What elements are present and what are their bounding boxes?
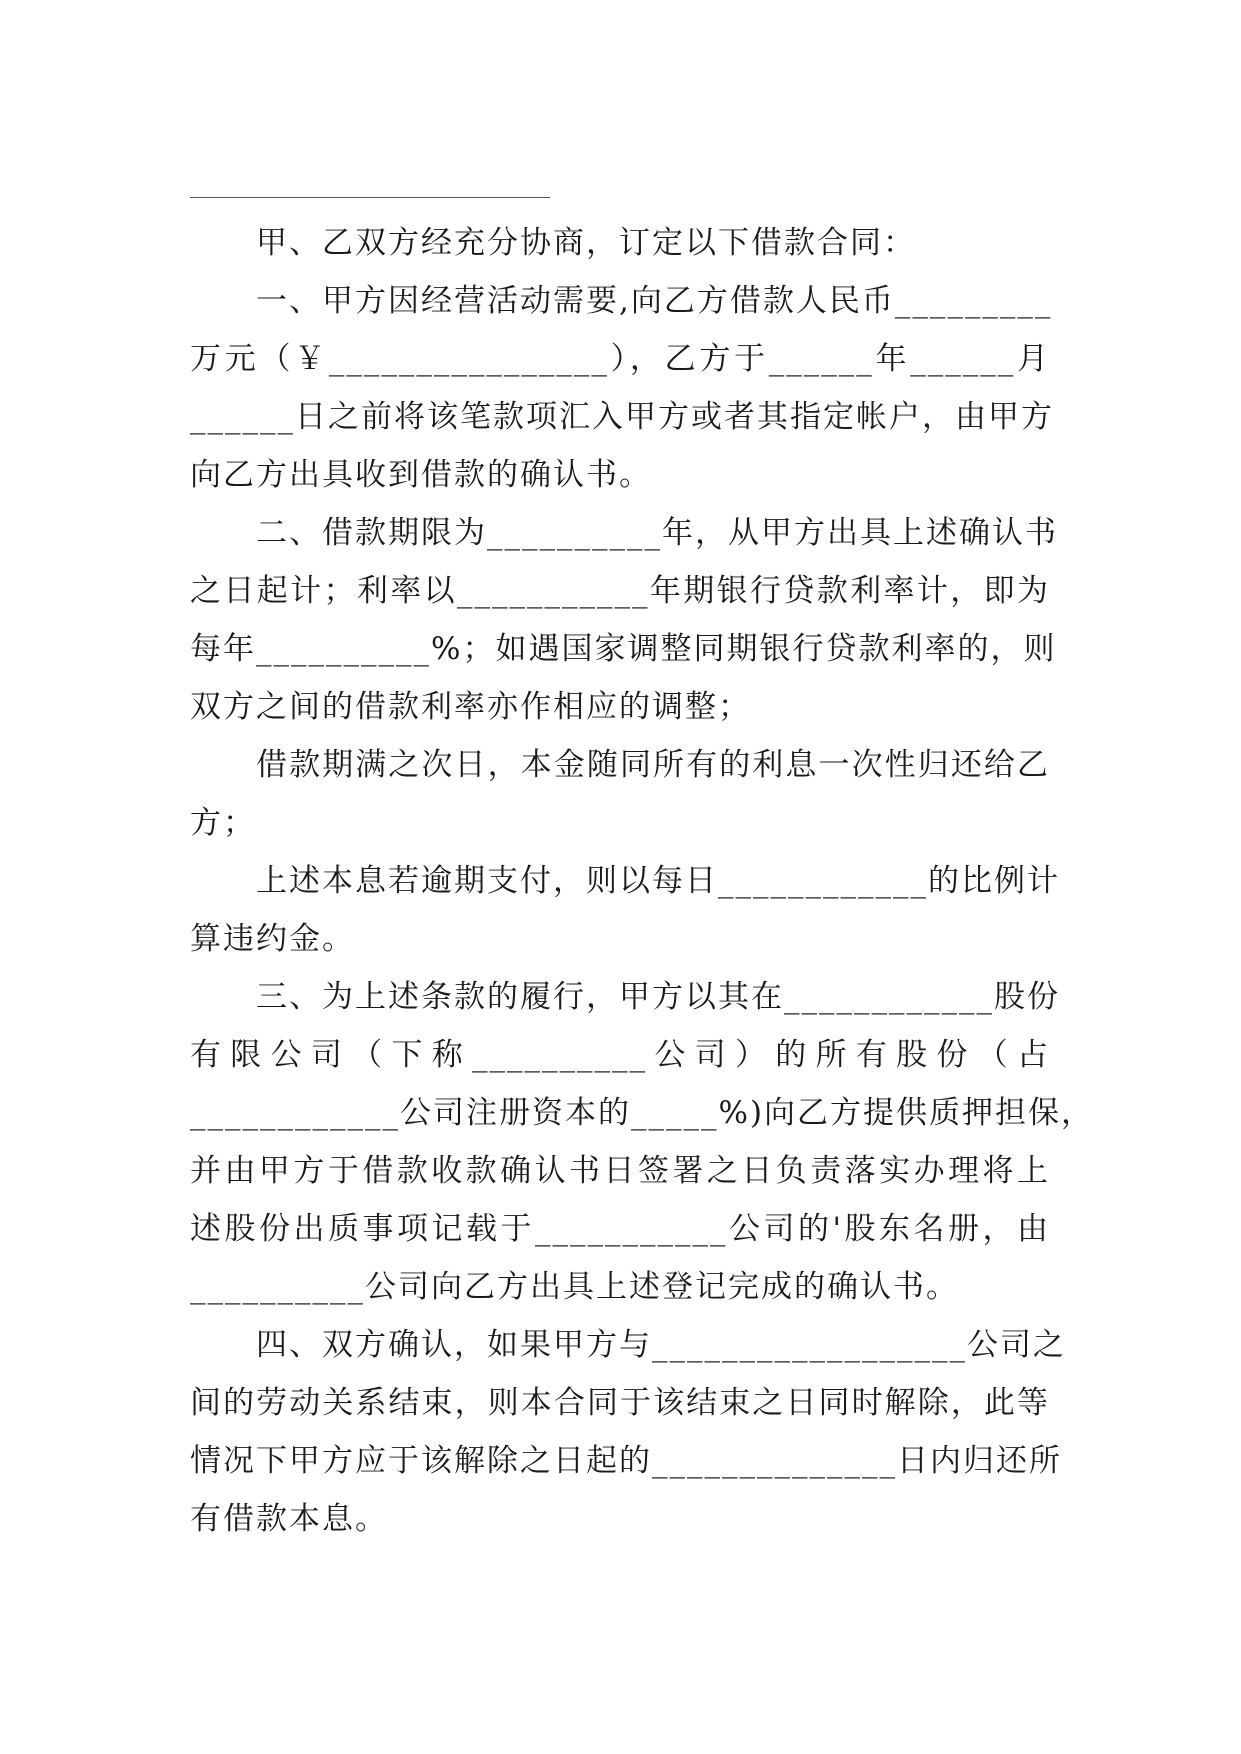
line-18: 述股份出质事项记载于___________公司的'股东名册，由	[190, 1211, 1050, 1247]
line-21: 间的劳动关系结束，则本合同于该结束之日同时解除，此等	[190, 1385, 1050, 1421]
line-23: 有借款本息。	[190, 1501, 388, 1537]
line-11: 方；	[190, 805, 256, 841]
line-4: ______日之前将该笔款项汇入甲方或者其指定帐户，由甲方	[190, 399, 1054, 435]
line-9: 双方之间的借款利率亦作相应的调整；	[190, 689, 751, 725]
line-13: 算违约金。	[190, 921, 355, 957]
line-17: 并由甲方于借款收款确认书日签署之日负责落实办理将上	[190, 1153, 1050, 1189]
line-14: 三、为上述条款的履行，甲方以其在____________股份	[256, 979, 1060, 1015]
line-7: 之日起计；利率以___________年期银行贷款利率计，即为	[190, 573, 1050, 609]
line-5: 向乙方出具收到借款的确认书。	[190, 457, 652, 493]
line-15: 有限公司（下称__________公司）的所有股份（占	[190, 1037, 1050, 1073]
line-22: 情况下甲方应于该解除之日起的______________日内归还所	[190, 1443, 1062, 1479]
line-19: __________公司向乙方出具上述登记完成的确认书。	[190, 1269, 959, 1305]
line-1: 甲、乙双方经充分协商，订定以下借款合同：	[256, 225, 916, 261]
line-3: 万元（￥________________），乙方于______年______月	[190, 341, 1050, 377]
line-10: 借款期满之次日，本金随同所有的利息一次性归还给乙	[256, 747, 1050, 783]
line-8: 每年__________%；如遇国家调整同期银行贷款利率的，则	[190, 631, 1057, 667]
line-12: 上述本息若逾期支付，则以每日____________的比例计	[256, 863, 1060, 899]
line-20: 四、双方确认，如果甲方与__________________公司之	[256, 1327, 1066, 1363]
line-16: ____________公司注册资本的_____%)向乙方提供质押担保，	[190, 1095, 1095, 1131]
line-6: 二、借款期限为__________年，从甲方出具上述确认书	[256, 515, 1058, 551]
top-blank-line	[190, 197, 550, 198]
line-2: 一、甲方因经营活动需要,向乙方借款人民币_________	[256, 283, 1053, 319]
